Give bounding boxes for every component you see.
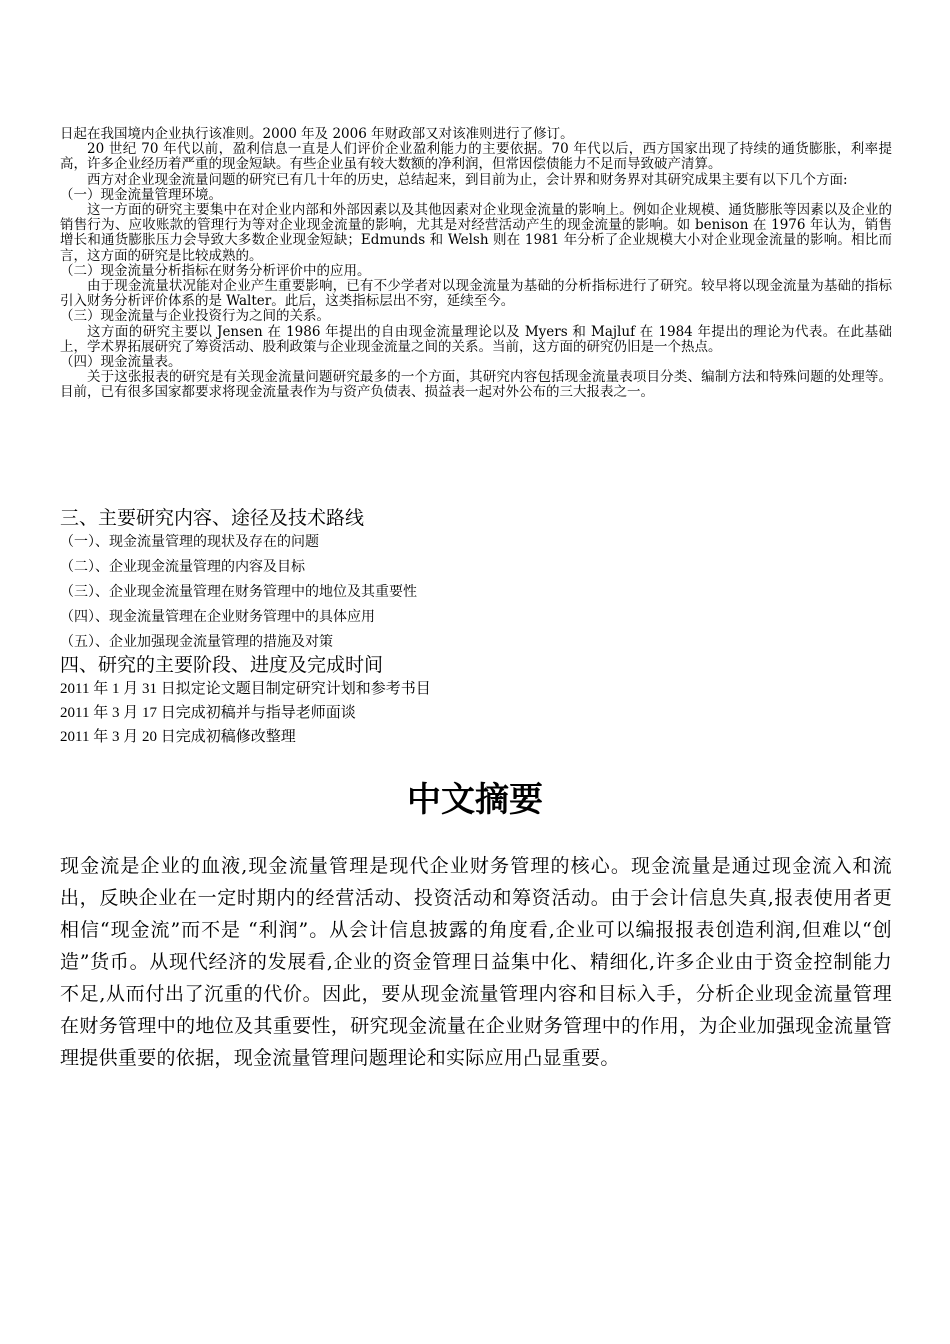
- paragraph-standard-enforcement: 日起在我国境内企业执行该准则。2000 年及 2006 年财政部又对该准则进行了修订。: [60, 126, 574, 142]
- paragraph-cashflow-environment: 这一方面的研究主要集中在对企业内部和外部因素以及其他因素对企业现金流量的影响上。例如企业规模、通货膨胀等因素以及企业的销售行为、应收账款的管理行为等对企业现金流量的影响，尤其是对经营活动产生的现金流量的影响。如 benison 在 1976 年认为，销售增长和通货膨胀压力会导致大多数企业现金短缺；Edmunds 和 Welsh 则在 1981 年分析了企业规模大小对企业现金流量的影响。相比而言，这方面的研究是比较成熟的。: [60, 202, 892, 264]
- research-item: （四）、现金流量管理在企业财务管理中的具体应用: [60, 609, 375, 625]
- paragraph-cashflow-statement: 关于这张报表的研究是有关现金流量问题研究最多的一个方面，其研究内容包括现金流量表项目分类、编制方法和特殊问题的处理等。目前，已有很多国家都要求将现金流量表作为与资产负债表、损益表一起对外公布的三大报表之一。: [60, 369, 892, 401]
- paragraph-western-research: 西方对企业现金流量问题的研究已有几十年的历史，总结起来，到目前为止，会计界和财务界对其研究成果主要有以下几个方面:: [87, 171, 848, 188]
- section-heading-research-content: 三、主要研究内容、途径及技术路线: [60, 507, 365, 529]
- schedule-item: 2011 年 3 月 17 日完成初稿并与指导老师面谈: [60, 705, 356, 721]
- subheading-analysis-indicators: （二）现金流量分析指标在财务分析评价中的应用。: [60, 262, 371, 279]
- paragraph-profit-info-history: 20 世纪 70 年代以前，盈利信息一直是人们评价企业盈利能力的主要依据。70 年代以后，西方国家出现了持续的通货膨胀，利率提高，许多企业经历着严重的现金短缺。有些企业虽有较大数额的净利润，但常因偿债能力不足而导致破产清算。: [60, 141, 892, 173]
- paragraph-analysis-indicators: 由于现金流量状况能对企业产生重要影响，已有不少学者对以现金流量为基础的分析指标进行了研究。较早将以现金流量为基础的指标引入财务分析评价体系的是 Walter。此后，这类指标层出不穷，延续至今。: [60, 278, 892, 310]
- subheading-cashflow-environment: （一）现金流量管理环境。: [60, 186, 222, 203]
- subheading-investment-behavior: （三）现金流量与企业投资行为之间的关系。: [60, 308, 330, 325]
- schedule-item: 2011 年 1 月 31 日拟定论文题目制定研究计划和参考书目: [60, 681, 431, 697]
- subheading-cashflow-statement: （四）现金流量表。: [60, 354, 182, 371]
- research-item: （一）、现金流量管理的现状及存在的问题: [60, 534, 319, 550]
- research-item: （二）、企业现金流量管理的内容及目标: [60, 559, 305, 575]
- abstract-title: 中文摘要: [407, 780, 543, 820]
- section-heading-schedule: 四、研究的主要阶段、进度及完成时间: [60, 654, 384, 676]
- literature-review-section: [60, 127, 892, 401]
- schedule-section: [60, 653, 892, 749]
- research-content-section: [60, 506, 892, 655]
- abstract-body: 现金流是企业的血液,现金流量管理是现代企业财务管理的核心。现金流量是通过现金流入和流出，反映企业在一定时期内的经营活动、投资活动和筹资活动。由于会计信息失真,报表使用者更相信“现金流”而不是 “利润”。从会计信息披露的角度看,企业可以编报报表创造利润,但难以“创造”货币。从现代经济的发展看,企业的资金管理日益集中化、精细化,许多企业由于资金控制能力不足,从而付出了沉重的代价。因此，要从现金流量管理内容和目标入手，分析企业现金流量管理在财务管理中的地位及其重要性，研究现金流量在企业财务管理中的作用，为企业加强现金流量管理提供重要的依据，现金流量管理问题理论和实际应用凸显重要。: [60, 855, 892, 1069]
- schedule-item: 2011 年 3 月 20 日完成初稿修改整理: [60, 729, 296, 745]
- research-item: （五）、企业加强现金流量管理的措施及对策: [60, 634, 333, 650]
- paragraph-investment-behavior: 这方面的研究主要以 Jensen 在 1986 年提出的自由现金流量理论以及 Myers 和 Majluf 在 1984 年提出的理论为代表。在此基础上，学术界拓展研究了筹资活动、股利政策与企业现金流量之间的关系。当前，这方面的研究仍旧是一个热点。: [60, 323, 892, 355]
- research-item: （三）、企业现金流量管理在财务管理中的地位及其重要性: [60, 584, 417, 600]
